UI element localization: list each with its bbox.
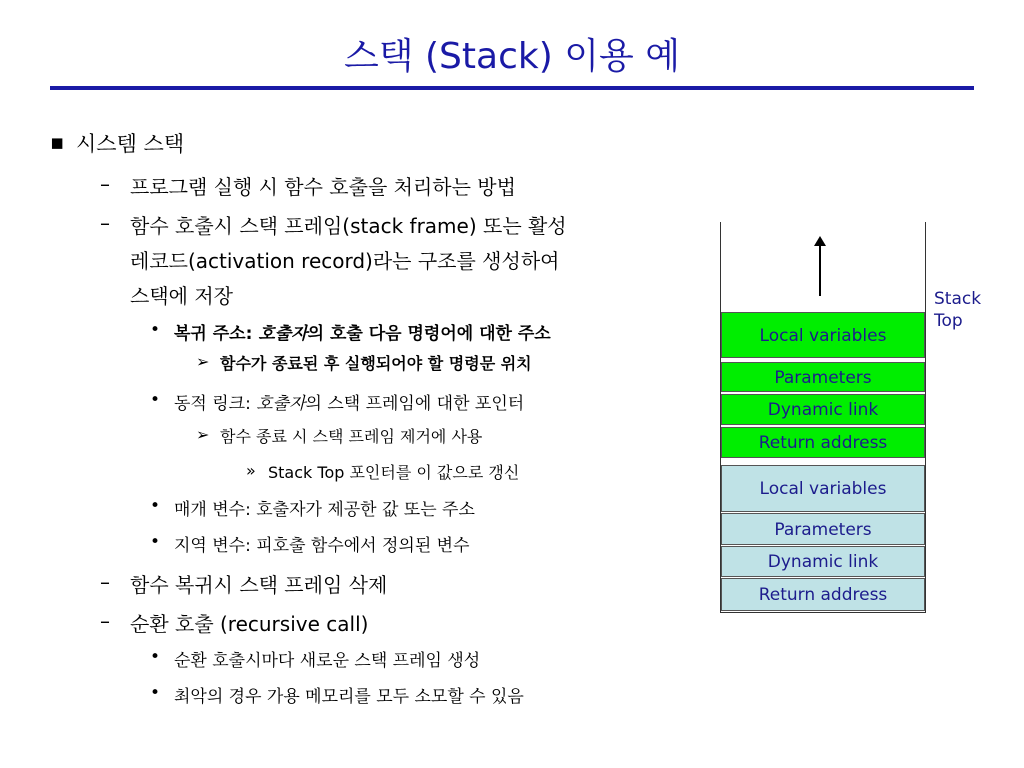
outline-frame-line3: 스택에 저장 xyxy=(130,284,233,308)
outline-recursive-worst: 최악의 경우 가용 메모리를 모두 소모할 수 있음 xyxy=(174,687,524,707)
dot-bullet: • xyxy=(150,320,161,340)
dash-marker: – xyxy=(100,172,110,196)
outline-stack-top-update: Stack Top 포인터를 이 값으로 갱신 xyxy=(268,463,520,482)
dynamic-label: 동적 링크: xyxy=(174,394,251,414)
outline-frame-line2: 레코드(activation record)라는 구조를 생성하여 xyxy=(130,249,560,273)
dot-bullet: • xyxy=(150,532,161,552)
arrow-marker: ➢ xyxy=(196,425,210,444)
bottom-frame-parameters: Parameters xyxy=(721,513,925,545)
dot-bullet: • xyxy=(150,390,161,410)
top-frame-parameters: Parameters xyxy=(721,362,925,392)
return-caller: 호출자 xyxy=(258,324,308,344)
bottom-frame-dynamic-link: Dynamic link xyxy=(721,546,925,577)
bottom-frame-local-variables: Local variables xyxy=(721,465,925,512)
dash-marker: – xyxy=(100,570,110,594)
dash-marker: – xyxy=(100,609,110,633)
outline-return-address xyxy=(174,319,551,344)
up-arrow-shaft xyxy=(819,244,821,296)
stack-top-label-line1: Stack xyxy=(934,289,982,309)
top-frame-dynamic-link: Dynamic link xyxy=(721,394,925,425)
double-arrow-marker: » xyxy=(246,461,256,480)
top-frame-return-address: Return address xyxy=(721,427,925,458)
outline-params: 매개 변수: 호출자가 제공한 값 또는 주소 xyxy=(174,500,475,520)
dash-marker: – xyxy=(100,211,110,235)
slide-title: 스택 (Stack) 이용 예 xyxy=(344,36,680,77)
outline-method: 프로그램 실행 시 함수 호출을 처리하는 방법 xyxy=(130,175,516,199)
bottom-frame-return-address: Return address xyxy=(721,578,925,611)
dot-bullet: • xyxy=(150,496,161,516)
outline-dynamic-detail: 함수 종료 시 스택 프레임 제거에 사용 xyxy=(220,427,483,446)
outline-recursive: 순환 호출 (recursive call) xyxy=(130,612,369,636)
outline-recursive-new: 순환 호출시마다 새로운 스택 프레임 생성 xyxy=(174,651,481,671)
stack-top-label-line2: Top xyxy=(934,311,963,331)
outline-system-stack: 시스템 스택 xyxy=(76,132,185,156)
return-label: 복귀 주소: xyxy=(174,324,253,344)
outline-delete: 함수 복귀시 스택 프레임 삭제 xyxy=(130,573,388,597)
stack-top-label xyxy=(934,288,981,332)
dynamic-caller: 호출자 xyxy=(256,394,306,414)
outline-return-detail: 함수가 종료된 후 실행되어야 할 명령문 위치 xyxy=(220,354,532,373)
outline-dynamic-link xyxy=(174,389,524,414)
title-underline xyxy=(50,86,974,90)
square-bullet: ▪ xyxy=(50,130,65,154)
arrow-marker: ➢ xyxy=(196,352,210,371)
outline-locals: 지역 변수: 피호출 함수에서 정의된 변수 xyxy=(174,536,470,556)
outline-frame-line1: 함수 호출시 스택 프레임(stack frame) 또는 활성 xyxy=(130,214,567,238)
dynamic-suffix: 의 스택 프레임에 대한 포인터 xyxy=(305,394,525,414)
return-suffix: 의 호출 다음 명령어에 대한 주소 xyxy=(307,324,551,344)
dot-bullet: • xyxy=(150,683,161,703)
top-frame-local-variables: Local variables xyxy=(721,312,925,358)
dot-bullet: • xyxy=(150,647,161,667)
stack-diagram xyxy=(720,222,926,613)
